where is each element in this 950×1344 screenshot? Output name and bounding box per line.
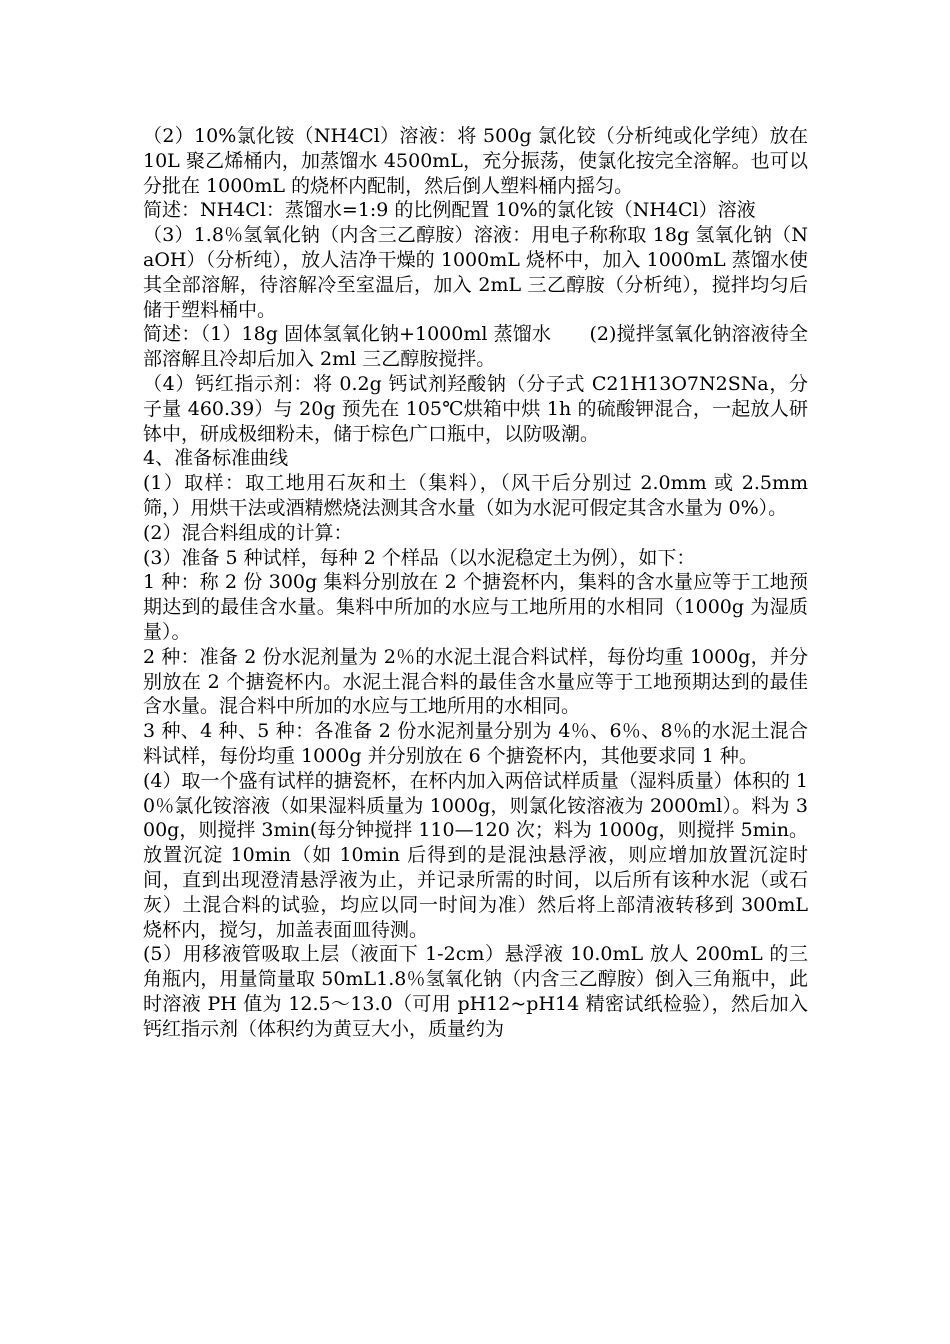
paragraph-sample-type-2: 2 种：准备 2 份水泥剂量为 2％的水泥土混合料试样，每份均重 1000g，并分别放在 2 个搪瓷杯内。水泥土混合料的最佳含水量应等于工地预期达到的最佳含水量。混合料中所加的水应与工地所用的水相同。 [143,645,808,718]
paragraph-sodium-hydroxide-summary: 简述：（1）18g 固体氢氧化钠+1000ml 蒸馏水 (2)搅拌氢氧化钠溶液待全部溶解且冷却后加入 2ml 三乙醇胺搅拌。 [143,323,808,371]
paragraph-titration-procedure: (5）用移液管吸取上层（液面下 1-2cm）悬浮液 10.0mL 放人 200mL 的三角瓶内，用量筒量取 50mL1.8％氢氧化钠（内含三乙醇胺）倒入三角瓶中，此时溶液 PH 值为 12.5～13.0（可用 pH12~pH14 精密试纸检验），然后加入钙红指示剂（体积约为黄豆大小，质量约为 [143,943,808,1040]
paragraph-sodium-hydroxide-solution: （3）1.8％氢氧化钠（内含三乙醇胺）溶液：用电子称称取 18g 氢氧化钠（NaOH）（分析纯），放人洁净干燥的 1000mL 烧杯中，加入 1000mL 蒸馏水使其全部溶解，待溶解冷至室温后，加入 2mL 三乙醇胺（分析纯），搅拌均匀后储于塑料桶中。 [143,224,808,321]
paragraph-ammonium-chloride-solution: （2）10%氯化铵（NH4Cl）溶液：将 500g 氯化铰（分析纯或化学纯）放在 10L 聚乙烯桶内，加蒸馏水 4500mL，充分振荡，使氯化按完全溶解。也可以分批在 1000mL 的烧杯内配制，然后倒人塑料桶内摇匀。 [143,125,808,197]
paragraph-mix-calculation: (2）混合料组成的计算： [143,521,353,544]
paragraph-prepare-samples: (3）准备 5 种试样，每种 2 个样品（以水泥稳定土为例），如下： [143,546,696,569]
paragraph-calcium-red-indicator: （4）钙红指示剂：将 0.2g 钙试剂羟酸钠（分子式 C21H13O7N2SNa，分子量 460.39）与 20g 预先在 105℃烘箱中烘 1h 的硫酸钾混合，一起放人研钵中，研成极细粉未，储于棕色广口瓶中，以防吸潮。 [143,372,808,445]
paragraph-sample-types-3-5: 3 种、4 种、5 种：各准备 2 份水泥剂量分别为 4％、6％、8％的水泥土混合料试样，每份均重 1000g 并分别放在 6 个搪瓷杯内，其他要求同 1 种。 [143,720,808,767]
paragraph-ammonium-chloride-summary: 简述：NH4Cl：蒸馏水=1:9 的比例配置 10%的氯化铵（NH4Cl）溶液 [143,199,756,222]
paragraph-stirring-procedure: (4）取一个盛有试样的搪瓷杯，在杯内加入两倍试样质量（湿料质量）体积的 10％氯化铵溶液（如果湿料质量为 1000g，则氯化铵溶液为 2000ml）。料为 300g，则搅拌 3min(每分钟搅拌 110—120 次；料为 1000g，则搅拌 5min。放置沉淀 10min（如 10min 后得到的是混浊悬浮液，则应增加放置沉淀时间，直到出现澄清悬浮液为止，并记录所需的时间，以后所有该种水泥（或石灰）土混合料的试验，均应以同一时间为准）然后将上部清液转移到 300mL 烧杯内，搅匀，加盖表面皿待测。 [143,769,808,941]
section-heading-standard-curve: 4、准备标准曲线 [143,447,289,470]
paragraph-sampling: (1）取样：取工地用石灰和土（集料），（风干后分别过 2.0mm 或 2.5mm 筛，）用烘干法或酒精燃烧法测其含水量（如为水泥可假定其含水量为 0%）。 [143,472,808,519]
document-body [143,124,808,1041]
paragraph-sample-type-1: 1 种：称 2 份 300g 集料分别放在 2 个搪瓷杯内，集料的含水量应等于工地预期达到的最佳含水量。集料中所加的水应与工地所用的水相同（1000g 为湿质量）。 [143,571,808,643]
